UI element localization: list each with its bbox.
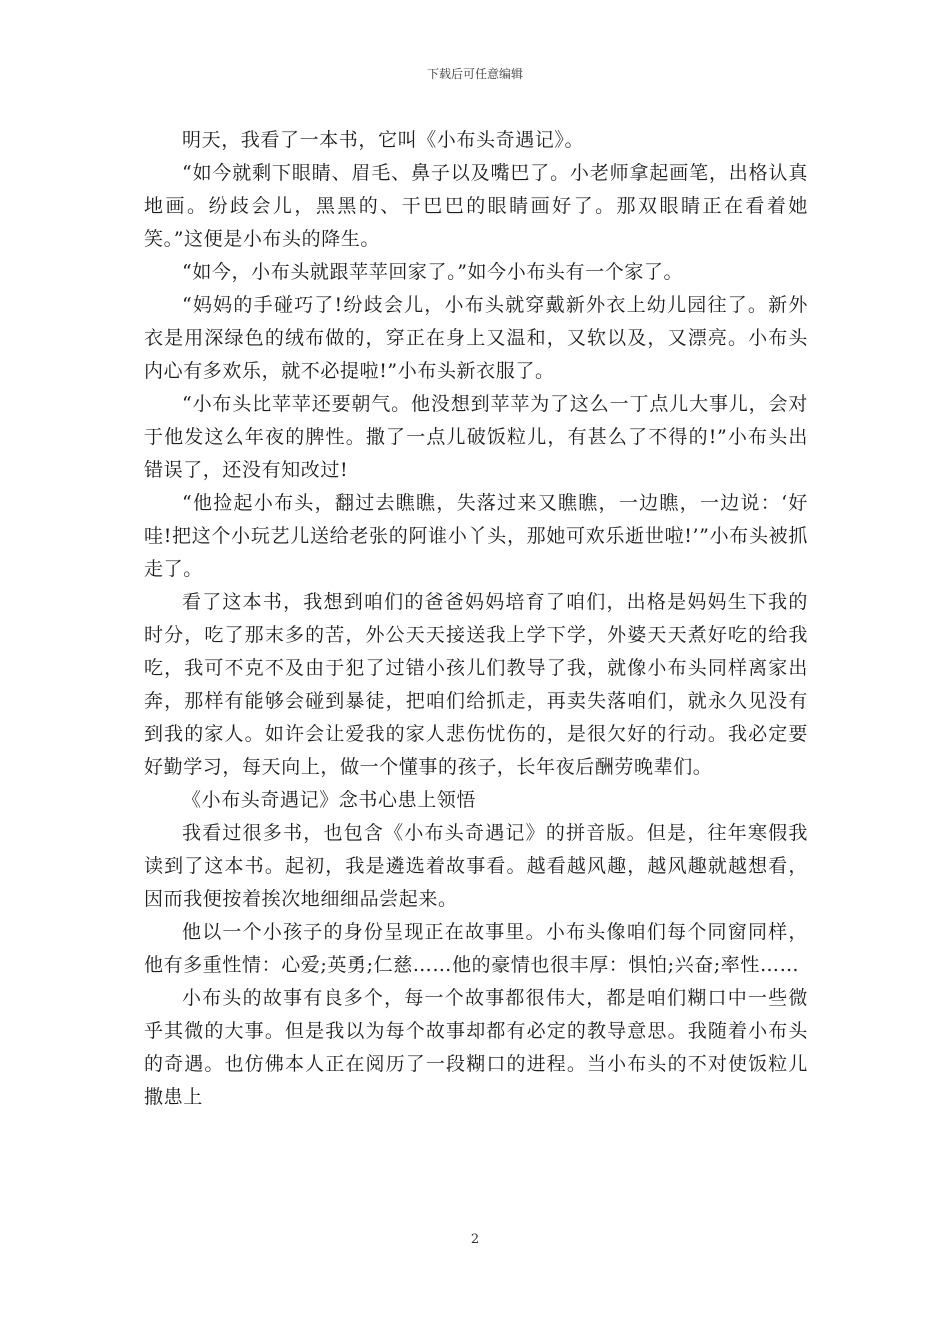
paragraph-9: 他以一个小孩子的身份呈现正在故事里。小布头像咱们每个同窗同样，他有多重性情：心爱;英勇;仁慈……他的豪情也很丰厚：惧怕;兴奋;率性…… xyxy=(144,921,808,976)
paragraph-5: “小布头比苹苹还要朝气。他没想到苹苹为了这么一丁点儿大事儿，会对于他发这么年夜的脾性。撒了一点儿破饭粒儿，有甚么了不得的!”小布头出错误了，还没有知改过! xyxy=(144,393,808,481)
paragraph-7: 看了这本书，我想到咱们的爸爸妈妈培育了咱们，出格是妈妈生下我的时分，吃了那末多的苦，外公天天接送我上学下学，外婆天天煮好吃的给我吃，我可不克不及由于犯了过错小孩儿们教导了我，就像小布头同样离家出奔，那样有能够会碰到暴徒，把咱们给抓走，再卖失落咱们，就永久见没有到我的家人。如许会让爱我的家人悲伤忧伤的，是很欠好的行动。我必定要好勤学习，每天向上，做一个懂事的孩子，长年夜后酬劳晚辈们。 xyxy=(144,591,808,778)
paragraph-6: “他捡起小布头，翻过去瞧瞧，失落过来又瞧瞧，一边瞧，一边说：‘好哇!把这个小玩艺儿送给老张的阿谁小丫头，那她可欢乐逝世啦!’”小布头被抓走了。 xyxy=(144,492,808,580)
page-number: 2 xyxy=(470,1232,480,1247)
paragraph-10: 小布头的故事有良多个，每一个故事都很伟大，都是咱们糊口中一些微乎其微的大事。但是我以为每个故事却都有必定的教导意思。我随着小布头的奇遇。也仿佛本人正在阅历了一段糊口的进程。当小布头的不对使饭粒儿撒患上 xyxy=(144,987,808,1108)
page-header: 下载后可任意编辑 xyxy=(426,67,523,81)
section-heading: 《小布头奇遇记》念书心患上领悟 xyxy=(182,789,477,811)
paragraph-8: 我看过很多书，也包含《小布头奇遇记》的拼音版。但是，往年寒假我读到了这本书。起初，我是遴选着故事看。越看越风趣，越风趣就越想看，因而我便按着挨次地细细品尝起来。 xyxy=(144,822,808,910)
paragraph-4: “妈妈的手碰巧了!纷歧会儿，小布头就穿戴新外衣上幼儿园往了。新外衣是用深绿色的绒布做的，穿正在身上又温和，又软以及，又漂亮。小布头内心有多欢乐，就不必提啦!”小布头新衣服了。 xyxy=(144,294,808,382)
document-body xyxy=(144,124,808,1114)
paragraph-3: “如今，小布头就跟苹苹回家了。”如今小布头有一个家了。 xyxy=(182,261,684,283)
paragraph-1: 明天，我看了一本书，它叫《小布头奇遇记》。 xyxy=(182,129,585,151)
paragraph-2: “如今就剩下眼睛、眉毛、鼻子以及嘴巴了。小老师拿起画笔，出格认真地画。纷歧会儿，黑黑的、干巴巴的眼睛画好了。那双眼睛正在看着她笑。”这便是小布头的降生。 xyxy=(144,162,808,250)
